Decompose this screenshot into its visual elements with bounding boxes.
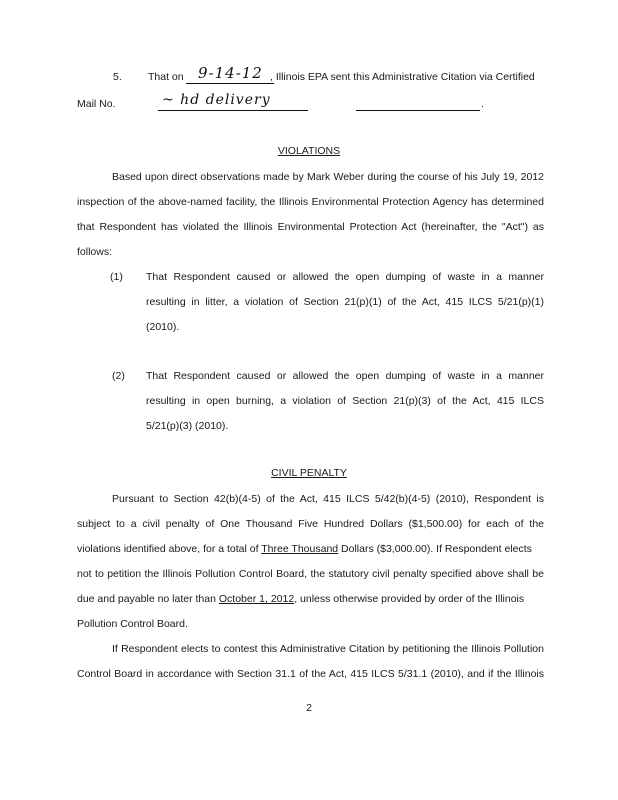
mail-no-label: Mail No. [77,98,116,110]
mail-no-blank-2 [356,110,480,111]
page-number: 2 [306,702,312,714]
civil-penalty-heading: CIVIL PENALTY [271,467,347,479]
civil-penalty-p1-line-6: Pollution Control Board. [77,618,188,630]
violation-item-1-number: (1) [110,271,123,283]
trailing-period: . [481,98,484,110]
civil-penalty-p1-line-5-b: , unless otherwise provided by order of the Illinois [294,593,525,605]
civil-penalty-p1-line-3-a: violations identified above, for a total of [77,543,262,555]
total-amount-words: Three Thousand [261,543,339,555]
violations-intro-line-3: that Respondent has violated the Illinois Environmental Protection Act (hereinafter, the "Act") as [77,221,544,233]
handwritten-mail-no: ~ hd delivery [162,92,271,108]
handwritten-date: 9-14-12 [198,64,263,82]
civil-penalty-p1-line-1: Pursuant to Section 42(b)(4-5) of the Act, 415 ILCS 5/42(b)(4-5) (2010), Respondent is [112,493,544,505]
civil-penalty-p2-line-1: If Respondent elects to contest this Administrative Citation by petitioning the Illinois Pollution [112,643,544,655]
civil-penalty-p1-line-5 [77,593,544,606]
civil-penalty-p2-line-2: Control Board in accordance with Section 31.1 of the Act, 415 ILCS 5/31.1 (2010), and if the Illinois [77,668,544,680]
date-blank [186,83,274,84]
violation-item-1-line-3: (2010). [146,321,180,333]
violation-item-1-line-1: That Respondent caused or allowed the open dumping of waste in a manner [146,271,544,283]
mail-no-blank-1 [158,110,308,111]
civil-penalty-p1-line-4: not to petition the Illinois Pollution Control Board, the statutory civil penalty specified above shall be [77,568,544,580]
civil-penalty-p1-line-2: subject to a civil penalty of One Thousand Five Hundred Dollars ($1,500.00) for each of the [77,518,544,530]
violation-item-2-number: (2) [112,370,125,382]
civil-penalty-p1-line-5-a: due and payable no later than [77,593,219,605]
violation-item-2-line-3: 5/21(p)(3) (2010). [146,420,229,432]
violations-intro-line-2: inspection of the above-named facility, the Illinois Environmental Protection Agency has determined [77,196,544,208]
violation-item-1-line-2: resulting in litter, a violation of Section 21(p)(1) of the Act, 415 ILCS 5/21(p)(1) [146,296,544,308]
violations-heading: VIOLATIONS [277,145,341,157]
violation-item-2-line-2: resulting in open burning, a violation of Section 21(p)(3) of the Act, 415 ILCS [146,395,544,407]
violations-intro-line-1: Based upon direct observations made by Mark Weber during the course of his July 19, 2012 [112,171,544,183]
citation-sent-text: , Illinois EPA sent this Administrative Citation via Certified [270,71,535,83]
civil-penalty-p1-line-3 [77,543,544,556]
violation-item-2-line-1: That Respondent caused or allowed the open dumping of waste in a manner [146,370,544,382]
civil-penalty-p1-line-3-b: Dollars ($3,000.00). If Respondent elects [338,543,532,555]
that-on-text: That on [148,71,184,83]
paragraph-number: 5. [113,71,122,83]
violations-intro-line-4: follows: [77,246,113,258]
due-date: October 1, 2012 [218,593,295,605]
